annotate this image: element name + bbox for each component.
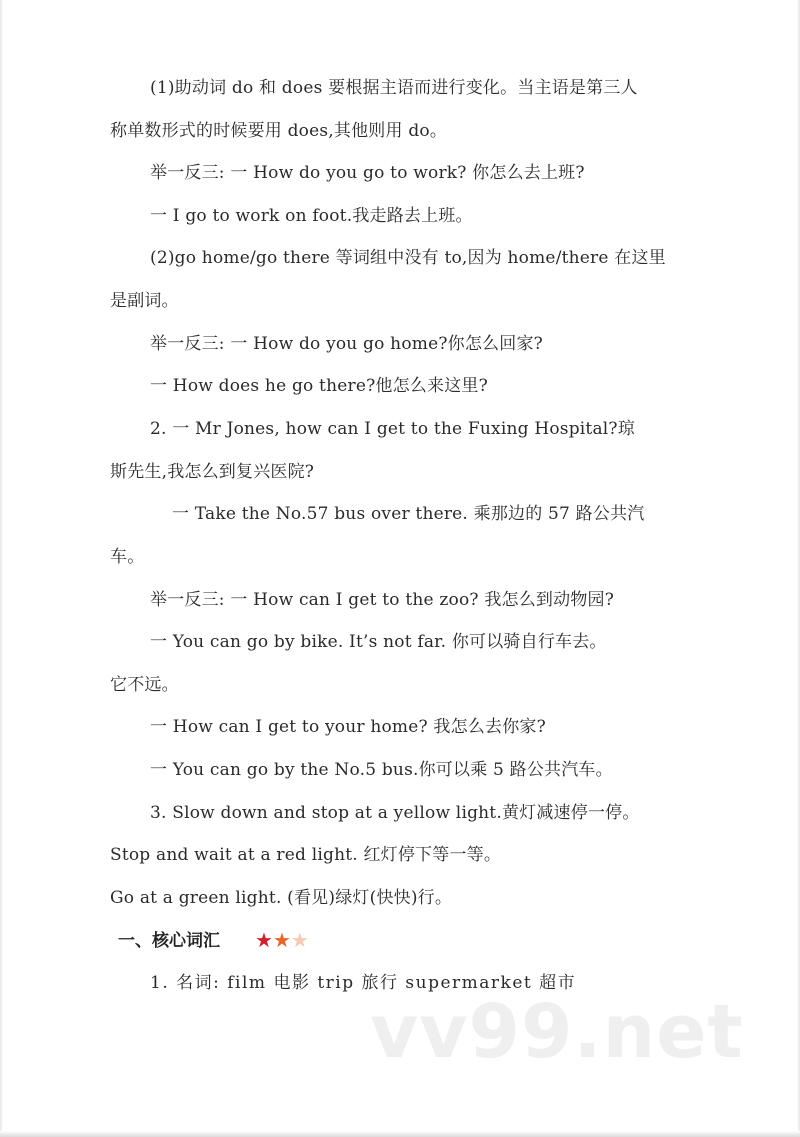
text-line: Stop and wait at a red light. 红灯停下等一等。 bbox=[110, 845, 502, 865]
text-line: 它不远。 bbox=[110, 675, 179, 695]
text-line: 一 I go to work on foot.我走路去上班。 bbox=[150, 206, 473, 226]
half-star-icon: ★ bbox=[290, 928, 309, 952]
text-line: 举一反三: 一 How do you go to work? 你怎么去上班? bbox=[150, 163, 585, 183]
text-line: 一 How can I get to your home? 我怎么去你家? bbox=[150, 717, 546, 737]
text-line: 是副词。 bbox=[110, 291, 179, 311]
text-line: 斯先生,我怎么到复兴医院? bbox=[110, 462, 315, 482]
text-line: 一 You can go by the No.5 bus.你可以乘 5 路公共汽车。 bbox=[150, 760, 613, 780]
text-line: 3. Slow down and stop at a yellow light.黄灯减速停一停。 bbox=[150, 803, 640, 823]
watermark: vv99.net bbox=[370, 989, 744, 1075]
page-edge-left bbox=[0, 0, 3, 1137]
text-line: (2)go home/go there 等词组中没有 to,因为 home/there 在这里 bbox=[150, 248, 666, 268]
text-line: 车。 bbox=[110, 547, 145, 567]
text-line: 举一反三: 一 How do you go home?你怎么回家? bbox=[150, 334, 543, 354]
text-line: Go at a green light. (看见)绿灯(快快)行。 bbox=[110, 888, 453, 908]
text-line: 2. 一 Mr Jones, how can I get to the Fuxing Hospital?琼 bbox=[150, 419, 635, 439]
text-line: 一 Take the No.57 bus over there. 乘那边的 57 路公共汽 bbox=[172, 504, 645, 524]
importance-rating bbox=[255, 929, 309, 951]
text-line: 一 You can go by bike. It’s not far. 你可以骑自行车去。 bbox=[150, 632, 607, 652]
page-edge-bottom bbox=[0, 1131, 800, 1137]
text-line: 称单数形式的时候要用 does,其他则用 do。 bbox=[110, 121, 448, 141]
text-line: 一 How does he go there?他怎么来这里? bbox=[150, 376, 488, 396]
section-heading: 一、核心词汇 bbox=[118, 931, 220, 951]
text-line: 举一反三: 一 How can I get to the zoo? 我怎么到动物园? bbox=[150, 590, 615, 610]
vocab-line: 1. 名词: film 电影 trip 旅行 supermarket 超市 bbox=[150, 973, 577, 993]
star-icon: ★ bbox=[255, 928, 273, 952]
text-line: (1)助动词 do 和 does 要根据主语而进行变化。当主语是第三人 bbox=[150, 78, 638, 98]
star-icon: ★ bbox=[272, 928, 291, 952]
